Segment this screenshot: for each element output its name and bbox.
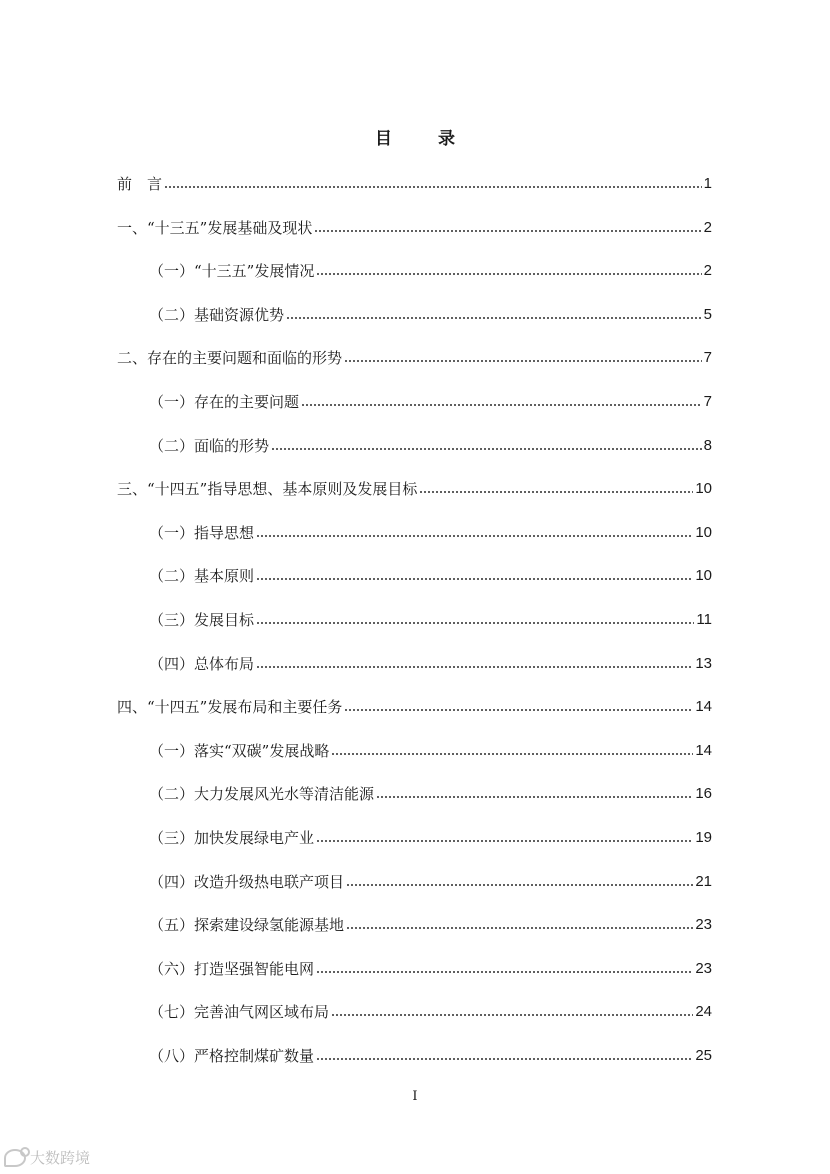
toc-entry[interactable] (149, 257, 712, 281)
toc-dot-leader (256, 577, 693, 581)
toc-entry-label: （七）完善油气网区域布局 (149, 1003, 330, 1022)
toc-entry[interactable] (149, 998, 712, 1022)
toc-dot-leader (256, 665, 693, 669)
toc-entry[interactable] (149, 519, 712, 543)
toc-dot-leader (286, 316, 702, 320)
toc-dot-leader (164, 185, 702, 189)
toc-dot-leader (331, 1013, 693, 1017)
toc-entry[interactable] (149, 1042, 712, 1066)
toc-entry-page-number: 13 (695, 654, 712, 672)
toc-entry-page-number: 23 (695, 959, 712, 977)
toc-dot-leader (301, 403, 702, 407)
toc-entry-label: （一）指导思想 (149, 523, 255, 542)
toc-entry-label: （一）“十三五”发展情况 (149, 262, 315, 281)
toc-dot-leader (316, 272, 701, 276)
toc-entry-label: 四、“十四五”发展布局和主要任务 (117, 698, 343, 717)
toc-entry-page-number: 23 (695, 916, 712, 934)
watermark (4, 1147, 90, 1168)
toc-entry-page-number: 10 (695, 523, 712, 541)
toc-entry-page-number: 10 (695, 480, 712, 498)
toc-entry-page-number: 2 (703, 262, 712, 280)
toc-entry-page-number: 7 (703, 393, 712, 410)
toc-entry-label: （四）改造升级热电联产项目 (149, 872, 345, 891)
toc-entry[interactable] (117, 475, 712, 499)
toc-entry-page-number: 21 (695, 872, 712, 890)
toc-entry-label: （一）存在的主要问题 (149, 393, 300, 411)
toc-dot-leader (256, 534, 693, 538)
toc-entry-label: （二）基础资源优势 (149, 305, 285, 324)
toc-dot-leader (314, 229, 701, 233)
toc-dot-leader (316, 839, 693, 843)
toc-entry-page-number: 1 (703, 175, 712, 192)
toc-entry[interactable] (149, 737, 712, 761)
toc-entry-label: （五）探索建设绿氢能源基地 (149, 916, 345, 935)
toc-entry-page-number: 14 (695, 741, 712, 759)
toc-dot-leader (344, 359, 702, 363)
toc-dot-leader (346, 926, 693, 930)
watermark-logo-icon (4, 1149, 26, 1167)
toc-entry-label: （二）基本原则 (149, 567, 255, 586)
toc-entry[interactable] (117, 214, 712, 238)
toc-entry-page-number: 19 (695, 829, 712, 846)
toc-entry-label: （三）加快发展绿电产业 (149, 829, 315, 847)
toc-dot-leader (271, 447, 702, 451)
toc-entry[interactable] (149, 911, 712, 935)
toc-entry-label: （六）打造坚强智能电网 (149, 959, 315, 978)
toc-entry-label: （八）严格控制煤矿数量 (149, 1047, 315, 1065)
toc-entry-page-number: 8 (703, 436, 712, 454)
toc-entry[interactable] (117, 170, 712, 194)
toc-entry[interactable] (149, 606, 712, 630)
toc-entry-label: （一）落实“双碳”发展战略 (149, 741, 330, 760)
toc-entry-page-number: 10 (695, 567, 712, 585)
toc-entry-page-number: 25 (695, 1047, 712, 1064)
toc-dot-leader (346, 883, 693, 887)
toc-entry[interactable] (149, 432, 712, 456)
toc-entry[interactable] (149, 824, 712, 848)
toc-entry[interactable] (149, 780, 712, 804)
toc-entry[interactable] (117, 693, 712, 717)
toc-entry-page-number: 14 (695, 698, 712, 716)
toc-dot-leader (316, 1057, 693, 1061)
toc-entry-label: 三、“十四五”指导思想、基本原则及发展目标 (117, 480, 418, 499)
toc-entry-page-number: 16 (695, 785, 712, 803)
toc-entry-page-number: 2 (703, 218, 712, 236)
toc-entry-label: （二）大力发展风光水等清洁能源 (149, 785, 375, 804)
page-number: I (412, 1089, 418, 1104)
toc-entry[interactable] (149, 868, 712, 892)
toc-entry-page-number: 5 (703, 305, 712, 323)
toc-entry[interactable] (149, 301, 712, 325)
page-title: 目 录 (375, 129, 475, 149)
toc-entry-label: （二）面临的形势 (149, 436, 270, 455)
toc-entry[interactable] (117, 344, 712, 368)
toc-entry-label: 二、存在的主要问题和面临的形势 (117, 349, 343, 368)
toc-entry-page-number: 7 (703, 349, 712, 367)
toc-entry-label: 前 言 (117, 175, 163, 193)
toc-entry[interactable] (149, 955, 712, 979)
toc-entry-page-number: 24 (695, 1003, 712, 1021)
toc-dot-leader (344, 708, 693, 712)
toc-entry[interactable] (149, 388, 712, 412)
toc-entry-label: （三）发展目标 (149, 611, 255, 629)
toc-dot-leader (316, 970, 693, 974)
toc-entry-label: （四）总体布局 (149, 654, 255, 673)
toc-entry-page-number: 11 (696, 611, 712, 628)
toc-dot-leader (376, 795, 693, 799)
toc-dot-leader (256, 621, 694, 625)
toc-entry[interactable] (149, 650, 712, 674)
toc-entry[interactable] (149, 562, 712, 586)
toc-dot-leader (331, 752, 693, 756)
toc-entry-label: 一、“十三五”发展基础及现状 (117, 218, 313, 237)
toc-dot-leader (419, 490, 693, 494)
watermark-text: 大数跨境 (30, 1149, 91, 1167)
